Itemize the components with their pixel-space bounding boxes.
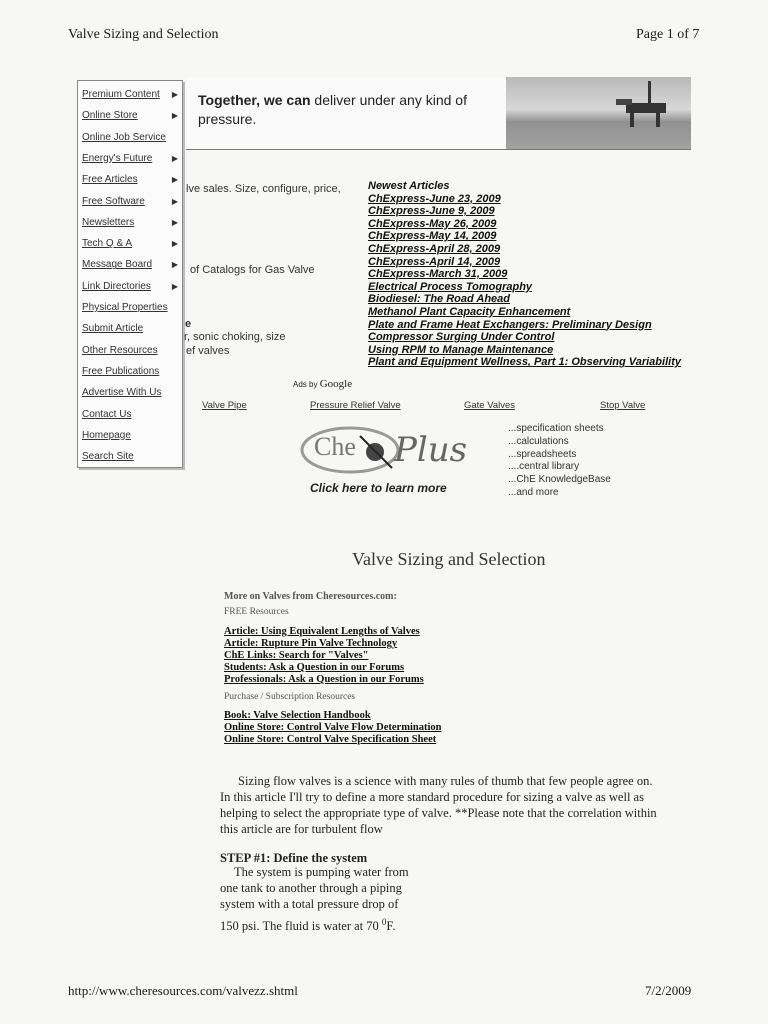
- resource-link[interactable]: Article: Using Equivalent Lengths of Valves: [224, 626, 420, 637]
- menu-item-label: Tech Q & A: [82, 238, 133, 250]
- banner-text-bold: Together, we can: [198, 92, 311, 108]
- submenu-arrow-icon: ▶: [171, 196, 178, 206]
- cheplus-feature-item: ...and more: [508, 486, 559, 498]
- newest-article-link[interactable]: Using RPM to Manage Maintenance: [368, 343, 554, 356]
- cheplus-logo-che: Che: [314, 432, 356, 461]
- newest-article-link[interactable]: Electrical Process Tomography: [368, 280, 533, 293]
- menu-item[interactable]: [82, 447, 178, 467]
- banner-ad[interactable]: [186, 77, 691, 150]
- resource-link[interactable]: Online Store: Control Valve Specification Sheet: [224, 734, 437, 745]
- menu-item[interactable]: [82, 341, 178, 361]
- cheplus-feature-item: ...ChE KnowledgeBase: [508, 474, 611, 486]
- page-indicator: Page 1 of 7: [636, 27, 700, 42]
- menu-item[interactable]: [82, 383, 178, 403]
- step-body-line: system with a total pressure drop of: [220, 897, 399, 911]
- ad-link-valve-pipe[interactable]: Valve Pipe: [202, 400, 247, 411]
- intro-line: this article are for turbulent flow: [220, 822, 383, 836]
- menu-item-label: Other Resources: [82, 344, 158, 356]
- menu-item-label: Homepage: [82, 429, 131, 441]
- purchase-resources-label: Purchase / Subscription Resources: [224, 692, 356, 702]
- cheplus-feature-item: ...spreadsheets: [508, 448, 577, 460]
- ads-by-google: [293, 378, 352, 390]
- menu-item[interactable]: [82, 277, 178, 297]
- google-logo: Google: [319, 378, 353, 390]
- submenu-arrow-icon: ▶: [171, 175, 178, 185]
- submenu-arrow-icon: ▶: [171, 239, 178, 249]
- step-last-line: [220, 914, 395, 934]
- resource-link[interactable]: Professionals: Ask a Question in our Forums: [224, 674, 424, 685]
- ad-snippet-3: e: [185, 318, 192, 330]
- menu-item[interactable]: [82, 319, 178, 339]
- step-body: [220, 864, 440, 912]
- more-on-valves-heading: More on Valves from Cheresources.com:: [224, 591, 397, 602]
- menu-item-label: Link Directories: [82, 280, 151, 292]
- submenu-arrow-icon: ▶: [171, 217, 178, 227]
- step-body-line: one tank to another through a piping: [220, 881, 402, 895]
- newest-article-link[interactable]: Biodiesel: The Road Ahead: [368, 293, 511, 306]
- menu-item-label: Energy's Future: [82, 152, 153, 164]
- newest-article-link[interactable]: ChExpress-May 14, 2009: [368, 230, 497, 243]
- menu-item-label: Free Articles: [82, 174, 138, 186]
- menu-item[interactable]: [82, 149, 178, 169]
- menu-item[interactable]: [82, 128, 178, 148]
- ad-link-pressure-relief-valve[interactable]: Pressure Relief Valve: [310, 400, 401, 411]
- menu-item[interactable]: [82, 85, 178, 105]
- print-footer-date: 7/2/2009: [645, 983, 692, 998]
- cheplus-feature-item: ...calculations: [508, 435, 569, 447]
- cheplus-feature-item: ....central library: [508, 461, 580, 473]
- resource-link[interactable]: Students: Ask a Question in our Forums: [224, 662, 405, 673]
- step-label: STEP #1: [220, 851, 267, 865]
- ad-link-gate-valves[interactable]: Gate Valves: [464, 400, 516, 411]
- menu-item-label: Search Site: [82, 451, 134, 463]
- menu-item[interactable]: [82, 192, 178, 212]
- ad-link-stop-valve[interactable]: Stop Valve: [600, 400, 646, 411]
- purchase-resources-links: [224, 710, 441, 746]
- newest-article-link[interactable]: Plate and Frame Heat Exchangers: Preliminary Design: [368, 318, 652, 331]
- menu-item-label: Newsletters: [82, 216, 135, 228]
- degree-superscript: 0: [381, 917, 387, 927]
- menu-item-label: Physical Properties: [82, 302, 168, 313]
- ad-snippet-1: lve sales. Size, configure, price,: [186, 183, 341, 195]
- newest-article-link[interactable]: ChExpress-April 28, 2009: [368, 242, 501, 255]
- cheplus-learn-more-link[interactable]: Click here to learn more: [310, 481, 447, 495]
- print-footer-url: http://www.cheresources.com/valvezz.shtml: [68, 983, 298, 998]
- intro-line: helping to select the appropriate type of valve. **Please note that the correlation within: [220, 806, 657, 820]
- intro-line: Sizing flow valves is a science with many rules of thumb that few people agree on.: [238, 774, 653, 788]
- menu-item-label: Submit Article: [82, 323, 144, 335]
- side-navigation-menu: [77, 80, 183, 468]
- newest-article-link[interactable]: ChExpress-May 26, 2009: [368, 217, 497, 230]
- newest-article-link[interactable]: ChExpress-June 9, 2009: [368, 205, 495, 218]
- ad-snippet-2: of Catalogs for Gas Valve: [190, 264, 315, 276]
- newest-article-link[interactable]: ChExpress-June 23, 2009: [368, 192, 501, 205]
- menu-item[interactable]: [82, 255, 178, 275]
- menu-item[interactable]: [82, 234, 178, 254]
- step-last-prefix: 150 psi. The fluid is water at 70: [220, 919, 382, 934]
- newest-article-link[interactable]: Methanol Plant Capacity Enhancement: [368, 305, 571, 318]
- oil-rig-image: [506, 77, 691, 149]
- menu-item[interactable]: [82, 405, 178, 425]
- free-resources-label: FREE Resources: [224, 607, 289, 617]
- newest-article-link[interactable]: ChExpress-April 14, 2009: [368, 255, 501, 268]
- menu-item[interactable]: [82, 362, 178, 382]
- intro-line: In this article I'll try to define a more standard procedure for sizing a valve as well as: [220, 790, 644, 804]
- ad-snippet-5: ef valves: [186, 345, 230, 357]
- step-last-suffix: F.: [386, 919, 396, 934]
- banner-text: [198, 91, 478, 129]
- menu-item[interactable]: [82, 170, 178, 190]
- print-header-title: Valve Sizing and Selection: [68, 27, 219, 42]
- step-title: : Define the system: [266, 851, 368, 865]
- newest-articles-heading: Newest Articles: [368, 180, 450, 192]
- resource-link[interactable]: Book: Valve Selection Handbook: [224, 710, 371, 721]
- newest-article-link[interactable]: ChExpress-March 31, 2009: [368, 268, 508, 281]
- article-intro: [220, 773, 700, 837]
- menu-item[interactable]: [82, 426, 178, 446]
- cheplus-logo-plus: Plus: [394, 430, 468, 470]
- menu-item[interactable]: [82, 298, 178, 318]
- menu-item[interactable]: [82, 106, 178, 126]
- resource-link[interactable]: Article: Rupture Pin Valve Technology: [224, 638, 398, 649]
- menu-item-label: Premium Content: [82, 89, 160, 100]
- article-title: Valve Sizing and Selection: [352, 549, 546, 569]
- resource-link[interactable]: Online Store: Control Valve Flow Determination: [224, 722, 442, 733]
- oil-rig-icon: [506, 77, 691, 149]
- newest-articles-list: [368, 180, 698, 369]
- newest-article-link[interactable]: Plant and Equipment Wellness, Part 1: Observing Variability: [368, 356, 681, 369]
- menu-item-label: Online Store: [82, 110, 138, 122]
- submenu-arrow-icon: ▶: [171, 90, 178, 99]
- banner-text-rest: deliver under any kind of pressure.: [198, 92, 467, 127]
- menu-item-label: Free Publications: [82, 365, 160, 377]
- newest-article-link[interactable]: Compressor Surging Under Control: [368, 331, 555, 344]
- menu-item-label: Advertise With Us: [82, 387, 162, 399]
- cheplus-feature-item: ...specification sheets: [508, 423, 604, 434]
- ad-snippet-4: r, sonic choking, size: [184, 331, 286, 343]
- menu-item-label: Message Board: [82, 259, 153, 271]
- menu-item-label: Contact Us: [82, 408, 132, 420]
- submenu-arrow-icon: ▶: [171, 281, 178, 291]
- submenu-arrow-icon: ▶: [171, 153, 178, 163]
- cheplus-feature-list: [508, 423, 611, 500]
- menu-item-label: Online Job Service: [82, 131, 166, 143]
- free-resources-links: [224, 626, 424, 686]
- menu-item[interactable]: [82, 213, 178, 233]
- submenu-arrow-icon: ▶: [171, 260, 178, 270]
- menu-item-label: Free Software: [82, 195, 145, 207]
- ads-by-prefix: Ads by: [293, 380, 318, 389]
- submenu-arrow-icon: ▶: [171, 111, 178, 121]
- resource-link[interactable]: ChE Links: Search for "Valves": [224, 650, 369, 661]
- step-body-line: The system is pumping water from: [234, 865, 409, 879]
